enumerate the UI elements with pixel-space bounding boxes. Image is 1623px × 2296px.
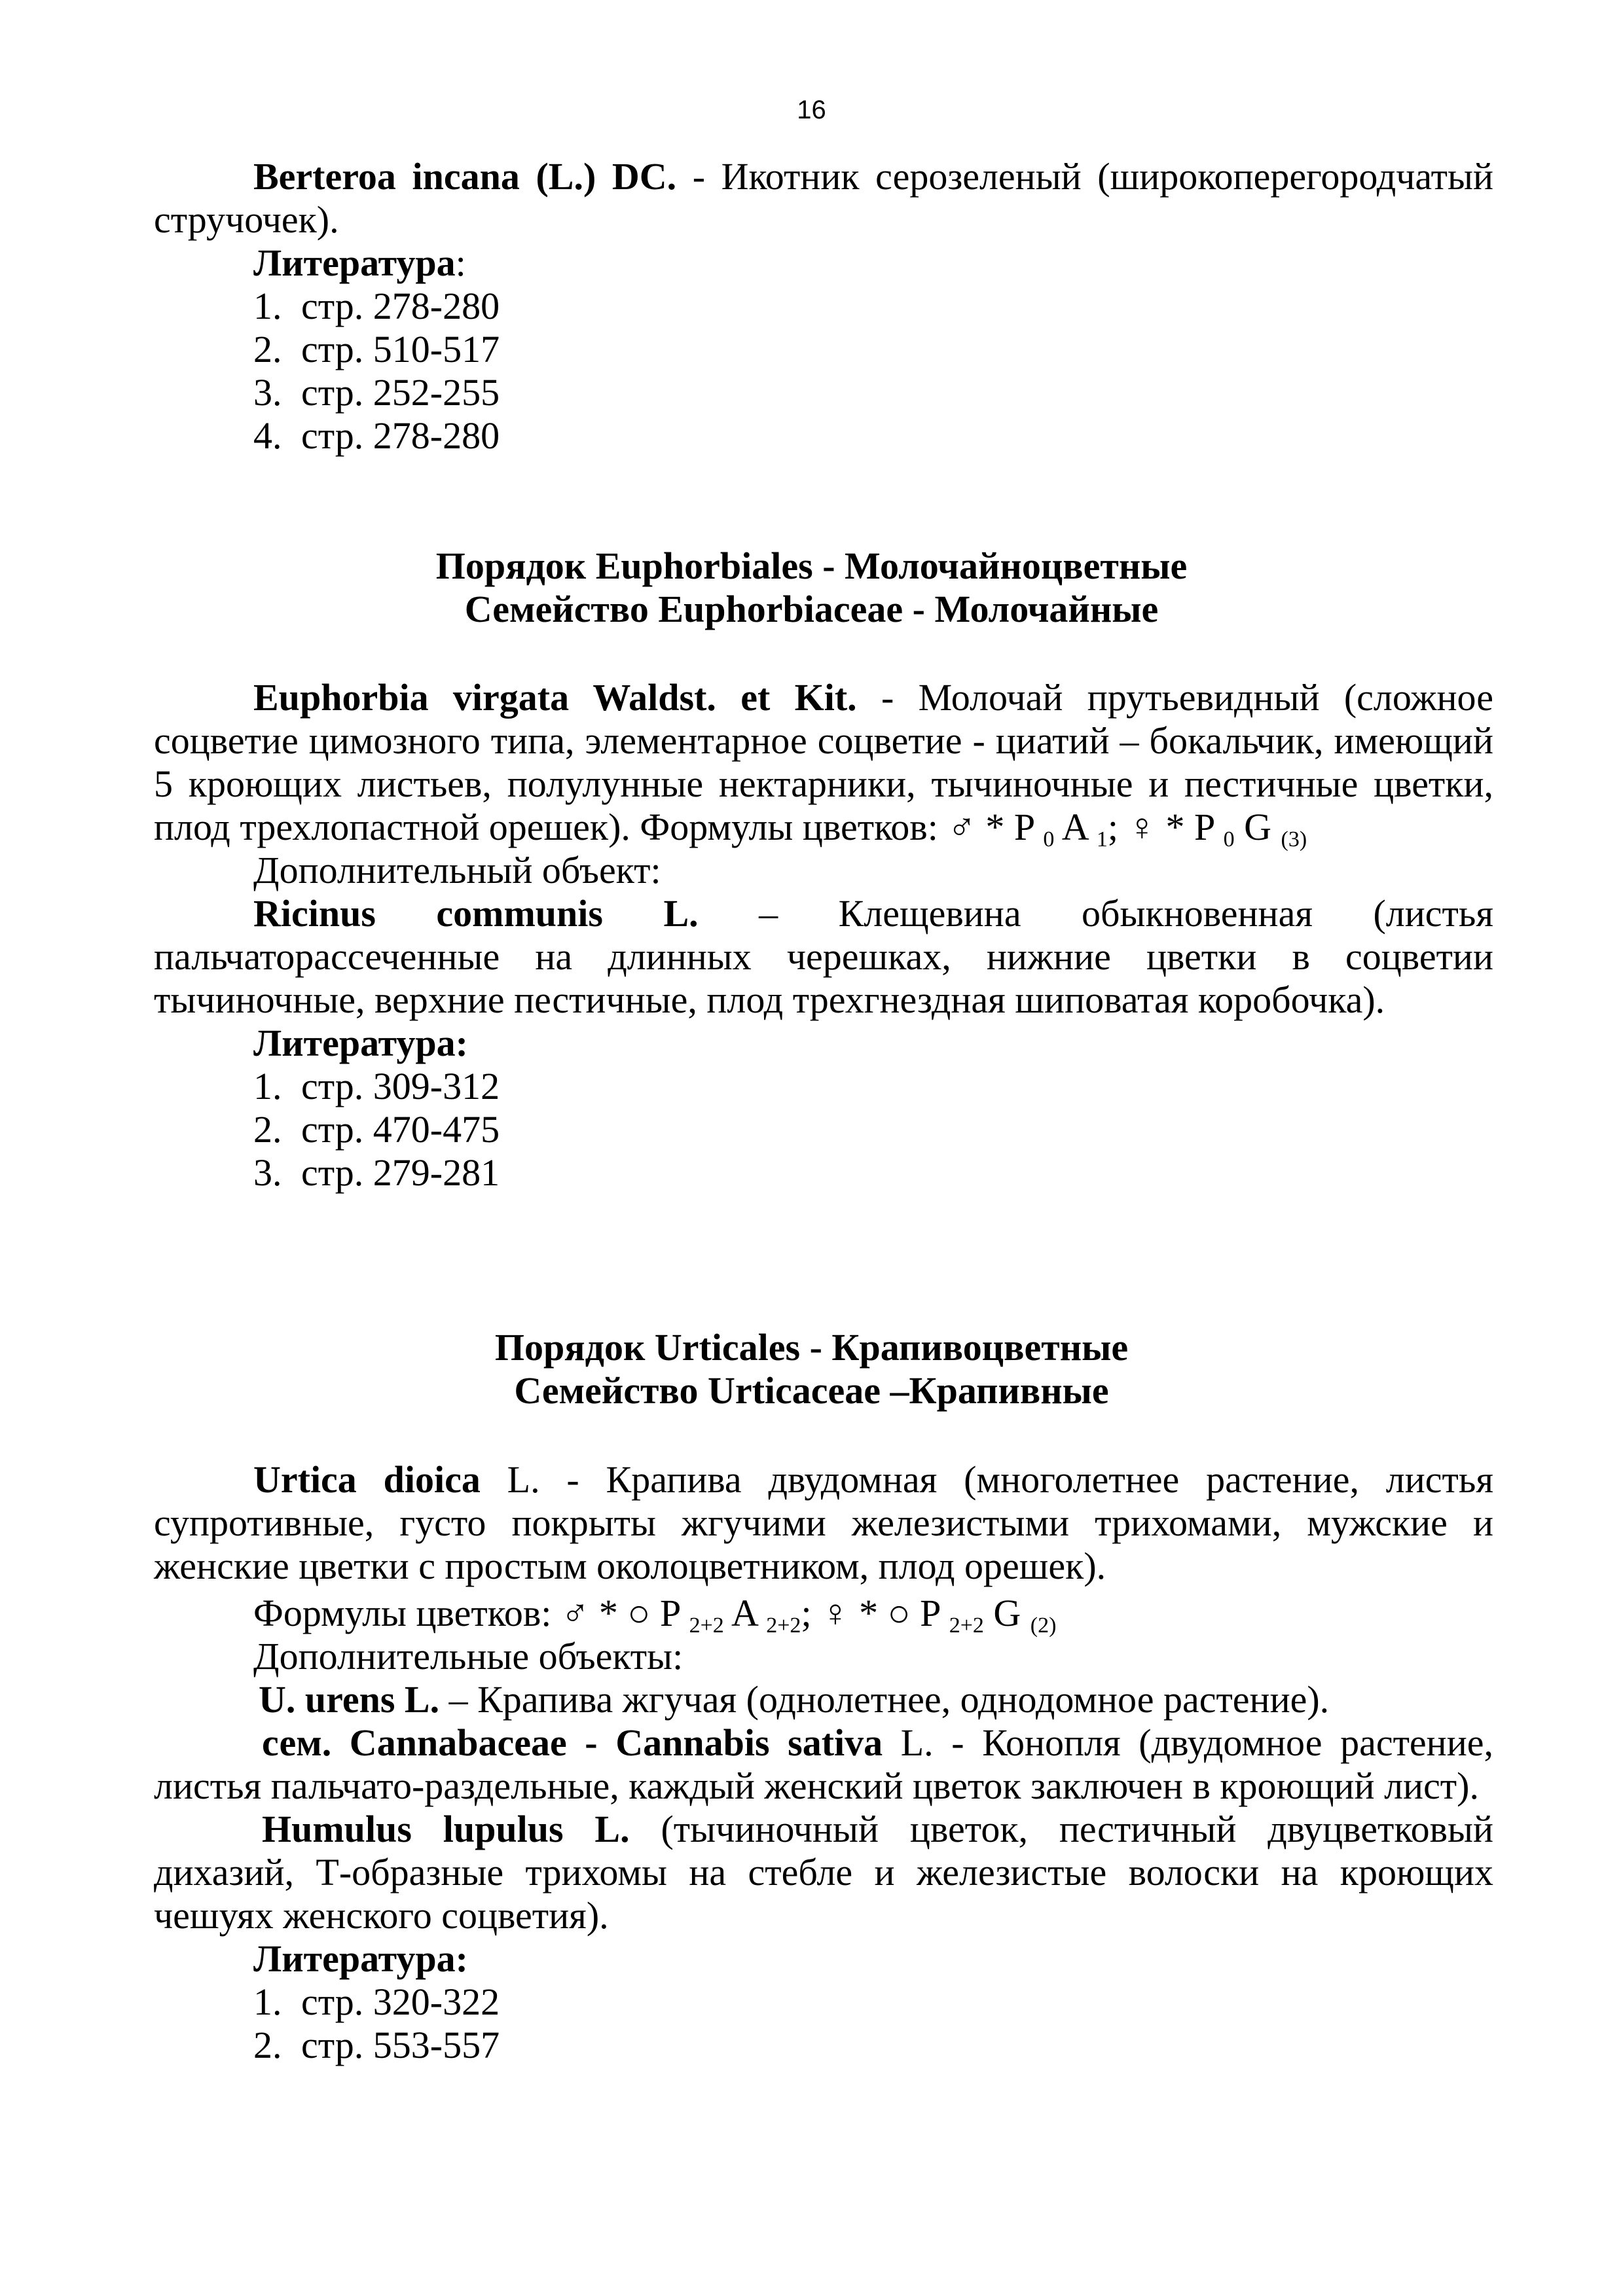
literature-item: 2. стр. 510-517: [253, 328, 500, 370]
flower-formula-female: ♀ * P $_0$ G $_{(3)}$: [1127, 806, 1307, 852]
species-latin-name: Urtica dioica: [253, 1458, 481, 1501]
euphorbia-entry: [154, 676, 1493, 1194]
male-symbol-icon: ♂: [560, 1592, 590, 1634]
literature-item: 2. стр. 553-557: [253, 2024, 500, 2066]
flower-formulas: Формулы цветков: ♂ * ○ P $_{2+2}$ A $_{2+2}$; ♀ * ○ P $_{2+2}$ G $_{(2)}$: [253, 1592, 1057, 1638]
ricinus-paragraph: [154, 892, 1493, 1022]
urens-paragraph: [154, 1678, 1493, 1721]
species-description: (тычиночный цветок, пестичный двуцветковый дихазий, Т-образные трихомы на стебле и железистые волоски на кроющих чешуях женского соцветия).: [154, 1808, 1493, 1937]
species-latin-name: Ricinus communis L.: [253, 892, 699, 935]
male-symbol-icon: ♂: [947, 806, 976, 848]
literature-item: 3. стр. 279-281: [253, 1151, 500, 1194]
species-description: – Крапива жгучая (однолетнее, однодомное растение).: [439, 1678, 1330, 1721]
species-latin-name: U. urens L.: [259, 1678, 440, 1721]
species-description: – Клещевина обыкновенная (листья пальчаторассеченные на длинных черешках, нижние цветки в соцветии тычиночные, верхние пестичные, плод трехгнездная шиповатая коробочка).: [154, 892, 1493, 1021]
species-latin-name: сем. Cannabaceae - Cannabis sativa: [262, 1721, 883, 1764]
literature-item: 3. стр. 252-255: [253, 371, 500, 414]
flower-formula-male: ♂ * ○ P $_{2+2}$ A $_{2+2}$;: [560, 1592, 812, 1638]
literature-list: [154, 1065, 1493, 1194]
species-description: - Икотник серозеленый (широкоперегородчатый стручочек).: [154, 155, 1494, 241]
literature-list: [154, 1981, 1493, 2067]
literature-heading: Литература:: [253, 1937, 468, 1980]
flower-formula-female: ♀ * ○ P $_{2+2}$ G $_{(2)}$: [821, 1592, 1057, 1638]
family-heading: Семейство Urticaceae –Крапивные: [514, 1369, 1109, 1412]
species-description: - Молочай прутьевидный (сложное соцветие цимозного типа, элементарное соцветие - циатий – бокальчик, имеющий 5 кроющих листьев, полулунные нектарники, тычиночные и пестичные цветки, плод трехлопастной орешек). Формулы цветков:: [154, 676, 1493, 848]
literature-item: 2. стр. 470-475: [253, 1108, 500, 1151]
species-latin-name: Euphorbia virgata Waldst. et Kit.: [253, 676, 857, 719]
berteroa-entry: [154, 155, 1493, 457]
species-latin-name: Berteroa incana (L.) DC.: [253, 155, 677, 198]
literature-item: 1. стр. 320-322: [253, 1981, 500, 2023]
species-latin-name: Humulus lupulus L.: [262, 1808, 630, 1850]
urtica-entry: [154, 1458, 1493, 2067]
additional-object-label: Дополнительный объект:: [253, 849, 661, 891]
page-number: 16: [797, 96, 826, 124]
female-symbol-icon: ♀: [1127, 806, 1157, 848]
literature-item: 1. стр. 309-312: [253, 1065, 500, 1107]
euphorbia-paragraph: [154, 676, 1493, 852]
species-description: - Конопля (двудомное растение, листья пальчато-раздельные, каждый женский цветок заключен в кроющий лист).: [154, 1721, 1493, 1807]
literature-item: 4. стр. 278-280: [253, 414, 500, 457]
literature-list: [154, 285, 1493, 457]
flower-formula-male: ♂ * P $_0$ A $_1$;: [947, 806, 1119, 852]
cannabis-paragraph: сем. Cannabaceae - Cannabis sativa L. - Конопля (двудомное растение, листья пальчато-раздельные, каждый женский цветок заключен в кроющий лист).: [154, 1721, 1493, 1807]
urtica-paragraph: Urtica dioica L. - Крапива двудомная (многолетнее растение, листья супротивные, густо покрыты жгучими железистыми трихомами, мужские и женские цветки с простым околоцветником, плод орешек).: [154, 1458, 1493, 1587]
literature-heading: Литература:: [253, 242, 466, 284]
literature-heading: Литература:: [253, 1022, 468, 1064]
berteroa-paragraph: [154, 155, 1493, 242]
family-heading: Семейство Euphorbiaceae - Молочайные: [464, 588, 1159, 630]
species-description: - Крапива двудомная (многолетнее растение, листья супротивные, густо покрыты жгучими железистыми трихомами, мужские и женские цветки с простым околоцветником, плод орешек).: [154, 1458, 1493, 1587]
literature-item: 1. стр. 278-280: [253, 285, 500, 327]
additional-objects-label: Дополнительные объекты:: [253, 1635, 684, 1677]
order-heading: Порядок Urticales - Крапивоцветные: [494, 1326, 1129, 1369]
humulus-paragraph: [154, 1808, 1493, 1937]
order-heading: Порядок Euphorbiales - Молочайноцветные: [435, 545, 1188, 587]
female-symbol-icon: ♀: [821, 1592, 850, 1634]
